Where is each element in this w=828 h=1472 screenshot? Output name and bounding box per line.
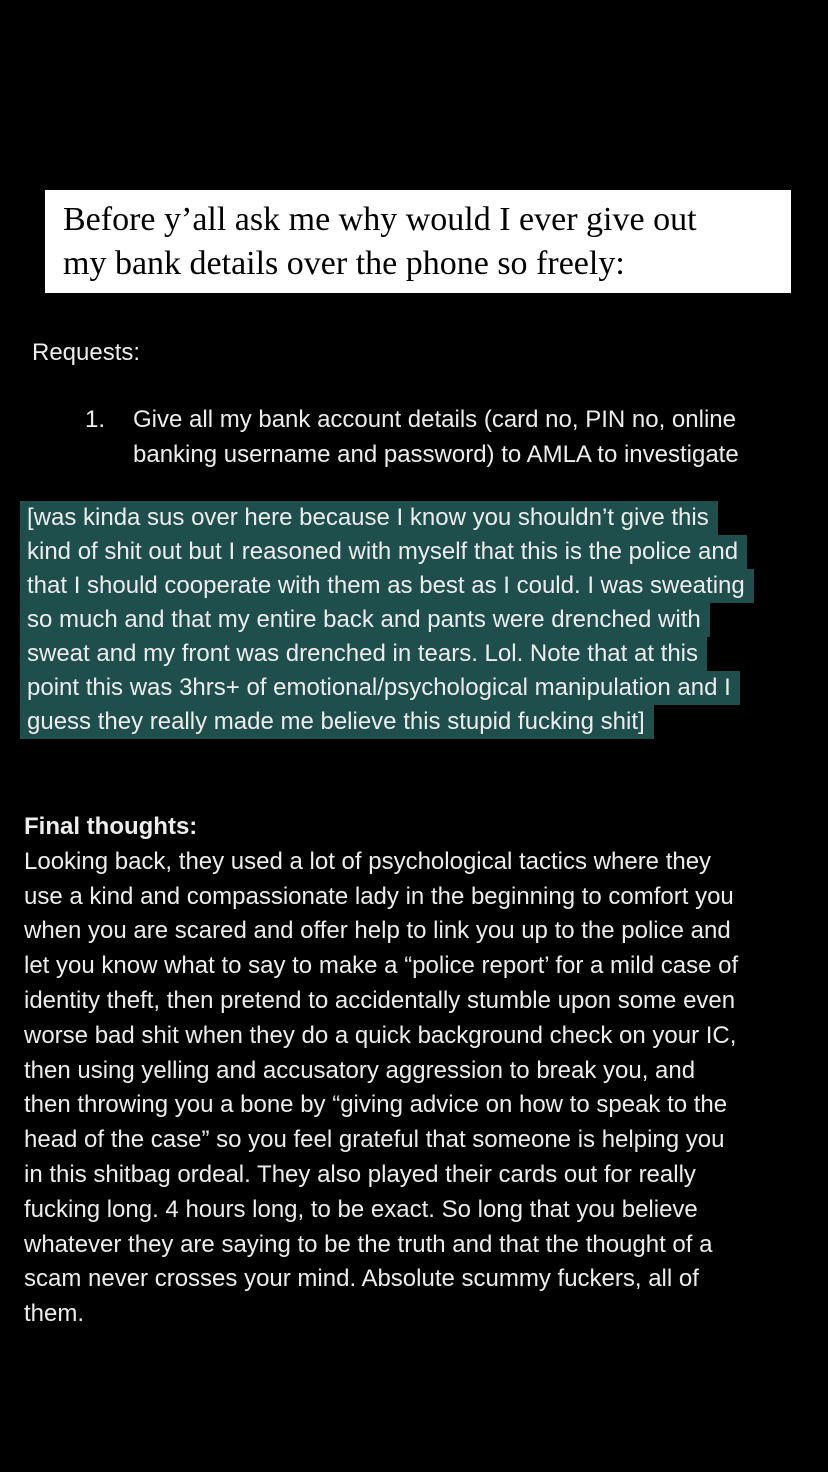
text-line: let you know what to say to make a “police report’ for a mild case of (24, 952, 739, 980)
text-line: that I should cooperate with them as best as I could. I was sweating (20, 569, 754, 603)
text-line: so much and that my entire back and pants were drenched with (20, 603, 754, 637)
text-line: then using yelling and accusatory aggression to break you, and (24, 1056, 696, 1084)
text-line: my bank details over the phone so freely: (63, 244, 625, 282)
text-line: fucking long. 4 hours long, to be exact. So long that you believe (24, 1195, 698, 1223)
text-line: kind of shit out but I reasoned with myself that this is the police and (20, 535, 754, 569)
text-line: in this shitbag ordeal. They also played their cards out for really (24, 1160, 696, 1188)
text-line: whatever they are saying to be the truth and that the thought of a (24, 1230, 713, 1258)
text-line: Looking back, they used a lot of psychological tactics where they (24, 847, 712, 875)
request-item-text (133, 403, 739, 472)
text-line: point this was 3hrs+ of emotional/psychological manipulation and I (20, 671, 754, 705)
final-thoughts-body (24, 845, 738, 1332)
request-item (85, 403, 739, 472)
title-card (45, 190, 791, 293)
text-line: then throwing you a bone by “giving advice on how to speak to the (24, 1091, 728, 1119)
text-line: them. (24, 1300, 85, 1328)
text-line: head of the case” so you feel grateful that someone is helping you (24, 1126, 725, 1154)
text-line: guess they really made me believe this stupid fucking shit] (20, 705, 754, 739)
title-text (63, 198, 773, 286)
text-line: Before y’all ask me why would I ever give out (63, 200, 697, 238)
text-line: scam never crosses your mind. Absolute scummy fuckers, all of (24, 1265, 699, 1293)
text-line: worse bad shit when they do a quick background check on your IC, (24, 1021, 737, 1049)
highlighted-note (20, 501, 754, 739)
text-line: [was kinda sus over here because I know you shouldn’t give this (20, 501, 754, 535)
text-line: identity theft, then pretend to accidentally stumble upon some even (24, 986, 736, 1014)
text-line: banking username and password) to AMLA to investigate (133, 440, 739, 468)
request-item-number: 1. (85, 406, 106, 433)
text-line: use a kind and compassionate lady in the beginning to comfort you (24, 882, 734, 910)
final-thoughts-section (24, 810, 738, 1332)
text-line: Give all my bank account details (card no, PIN no, online (133, 406, 736, 433)
requests-label: Requests: (32, 339, 141, 366)
final-thoughts-heading: Final thoughts: (24, 813, 198, 840)
text-line: sweat and my front was drenched in tears. Lol. Note that at this (20, 637, 754, 671)
text-line: when you are scared and offer help to link you up to the police and (24, 917, 731, 945)
